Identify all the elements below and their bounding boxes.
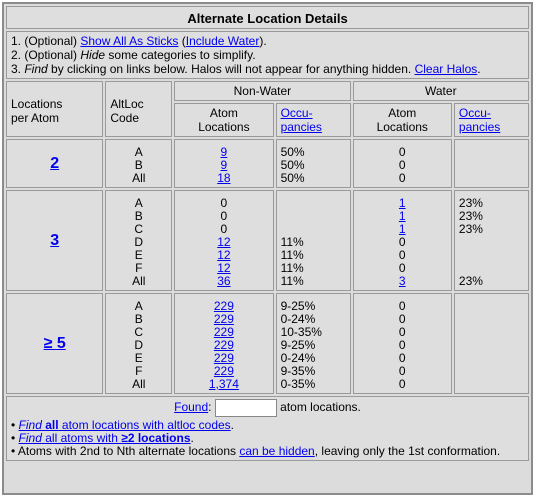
nw-occupancy: [276, 139, 351, 188]
nw-occupancy-item: [281, 210, 346, 223]
nw-atom-count: [174, 293, 273, 394]
show-all-as-sticks-link[interactable]: Show All As Sticks: [80, 34, 179, 48]
nw-occupancy-item: 11%: [280, 274, 304, 288]
include-water-link[interactable]: Include Water: [185, 34, 260, 48]
nw-atom-count-item: 0: [220, 222, 228, 236]
nw-occupancies-header[interactable]: [276, 103, 351, 137]
nw-atom-count-link[interactable]: 229: [213, 312, 234, 326]
nw-occupancy-item: 50%: [280, 145, 305, 159]
find-all-altloc-all: all: [45, 418, 59, 432]
altloc-code: [105, 293, 172, 394]
nw-atom-count-link[interactable]: 18: [217, 171, 231, 185]
nw-occupancy-item: 11%: [280, 248, 304, 262]
nw-atom-count: [174, 190, 273, 291]
clear-halos-link[interactable]: Clear Halos: [414, 62, 478, 76]
locations-count-cell[interactable]: [6, 293, 103, 394]
instruction-3-suffix: .: [477, 62, 481, 76]
w-atom-count-item[interactable]: [358, 275, 447, 288]
w-occupancy-item: [459, 365, 524, 378]
w-atom-locations-header: [353, 103, 452, 137]
instruction-2-prefix: 2. (Optional): [11, 48, 81, 62]
nw-atom-count-link[interactable]: 9: [220, 145, 228, 159]
nw-atom-count: [174, 139, 273, 188]
alternate-location-panel: [2, 2, 533, 495]
w-atom-count-item: 0: [398, 171, 406, 185]
find-all-altloc-link[interactable]: [19, 418, 231, 432]
nw-atom-count-item: 0: [220, 196, 228, 210]
instruction-1-mid: (: [178, 34, 186, 48]
w-pancies-link[interactable]: pancies: [458, 120, 501, 134]
nw-occupancy-item: 0-24%: [280, 312, 316, 326]
altloc-code-item: C: [134, 325, 144, 339]
header-per-atom: per Atom: [11, 111, 60, 125]
altloc-code-item: F: [135, 261, 143, 275]
altloc-code-item: A: [134, 196, 143, 210]
w-atom-count-item: 0: [398, 299, 406, 313]
w-atom-count: [353, 139, 452, 188]
locations-count-link[interactable]: 3: [50, 231, 60, 249]
locations-per-atom-header: [6, 81, 103, 137]
w-atom-count-item: 0: [398, 158, 406, 172]
w-occupancy-item: [459, 313, 524, 326]
nw-occupancy-item: 50%: [280, 171, 305, 185]
w-atom-count-item: 0: [398, 351, 406, 365]
nw-atom-count-item[interactable]: [179, 172, 268, 185]
altloc-code-header: [105, 81, 172, 137]
instruction-2-suffix: some categories to simplify.: [105, 48, 256, 62]
header-code: Code: [110, 111, 139, 125]
nw-atom-count-link[interactable]: 1,374: [208, 377, 239, 391]
nw-atom-count-item[interactable]: [179, 378, 268, 391]
header-atom: Atom: [209, 106, 238, 120]
w-occupancy-item: [459, 300, 524, 313]
w-atom-count: [353, 190, 452, 291]
nw-atom-locations-header: [174, 103, 273, 137]
water-header: Water: [353, 81, 529, 101]
locations-count-link[interactable]: ≥ 5: [43, 334, 66, 352]
w-occupancy: [454, 190, 529, 291]
instructions: [6, 31, 529, 79]
altloc-code-item: All: [132, 377, 146, 391]
w-occupancy-item: 23%: [458, 274, 483, 288]
nw-occupancy-item: 10-35%: [280, 325, 322, 339]
w-atom-count-item: 0: [398, 377, 406, 391]
altloc-code-item: B: [134, 209, 143, 223]
header-locations-2: Locations: [198, 120, 250, 134]
nw-occupancy-item: 50%: [280, 158, 305, 172]
nw-occupancy-item: 11%: [280, 261, 304, 275]
w-atom-count-item: 0: [398, 248, 406, 262]
instruction-2-hide: Hide: [80, 48, 106, 62]
locations-count-cell[interactable]: [6, 190, 103, 291]
nw-occupancy-item: 0-24%: [280, 351, 316, 365]
find-2-locations-find: Find: [18, 431, 42, 445]
w-atom-count-item: 0: [398, 338, 406, 352]
nw-atom-count-link[interactable]: 229: [213, 338, 234, 352]
instruction-3-find: Find: [24, 62, 48, 76]
find-all-altloc-find: Find: [18, 418, 42, 432]
w-atom-count-item: 0: [398, 312, 406, 326]
instruction-1: [11, 34, 524, 48]
instruction-3-prefix: 3.: [11, 62, 25, 76]
nw-atom-count-item[interactable]: [179, 275, 268, 288]
found-count-input[interactable]: [215, 399, 277, 417]
w-occupancy-item: [459, 159, 524, 172]
nw-atom-count-link[interactable]: 229: [213, 325, 234, 339]
altloc-code-item: E: [134, 248, 143, 262]
nw-atom-count-link[interactable]: 229: [213, 351, 234, 365]
nw-occupancy-item: 9-25%: [280, 338, 316, 352]
instruction-1-suffix: ).: [259, 34, 267, 48]
nw-occu-link[interactable]: Occu-: [280, 106, 313, 120]
w-occupancy-item: 23%: [458, 222, 483, 236]
panel-title: Alternate Location Details: [6, 6, 529, 29]
altloc-code-item: D: [134, 235, 144, 249]
altloc-code-item: B: [134, 312, 143, 326]
w-atom-count-link[interactable]: 1: [398, 222, 406, 236]
w-occupancy-item: [459, 236, 524, 249]
w-occupancy-item: [459, 352, 524, 365]
find-2-locations-link[interactable]: [19, 431, 191, 445]
altloc-code-item: E: [134, 351, 143, 365]
nw-occupancy-item: 9-35%: [280, 364, 316, 378]
nw-atom-count-item: 0: [220, 209, 228, 223]
nw-occupancy-item: 0-35%: [280, 377, 316, 391]
altloc-code: [105, 139, 172, 188]
header-atom-w: Atom: [388, 106, 417, 120]
w-occupancy-item: 23%: [458, 196, 483, 210]
w-atom-count-item: 0: [398, 364, 406, 378]
w-atom-count-item: 0: [398, 145, 406, 159]
header-locations: Locations: [11, 97, 63, 111]
w-atom-count-item: 0: [398, 325, 406, 339]
header-altloc: AltLoc: [110, 97, 144, 111]
instruction-3-mid: by clicking on links below. Halos will not appear for anything hidden.: [47, 62, 415, 76]
nw-atom-count-link[interactable]: 229: [213, 364, 234, 378]
instruction-1-prefix: 1. (Optional): [11, 34, 81, 48]
bullet-3-pre: Atoms with 2nd to Nth alternate locations: [17, 444, 240, 458]
w-atom-count-item: 0: [398, 235, 406, 249]
w-occupancy: [454, 139, 529, 188]
find-all-altloc-rest: atom locations with altloc codes: [58, 418, 231, 432]
group-row: [6, 139, 529, 188]
group-row: [6, 293, 529, 394]
nw-occupancy-item: [281, 197, 346, 210]
w-occupancy-item: [459, 249, 524, 262]
altloc-code-item: C: [134, 222, 144, 236]
w-occupancy-item: [459, 172, 524, 185]
bullet-can-be-hidden: [11, 445, 524, 458]
instruction-3: [11, 62, 524, 76]
w-atom-count-link[interactable]: 3: [398, 274, 406, 288]
can-be-hidden-link[interactable]: can be hidden: [239, 444, 315, 458]
nw-occupancy-item: 11%: [280, 235, 304, 249]
altloc-code-item: B: [134, 158, 143, 172]
nw-atom-count-link[interactable]: 12: [217, 261, 231, 275]
nw-pancies-link[interactable]: pancies: [280, 120, 322, 134]
altloc-code-item: F: [135, 364, 143, 378]
nw-atom-count-link[interactable]: 229: [213, 299, 234, 313]
found-line: [11, 399, 524, 417]
altloc-code-item: All: [132, 171, 146, 185]
w-atom-count-item: 0: [398, 261, 406, 275]
bullet-2-end: .: [190, 431, 194, 445]
altloc-code-item: A: [134, 299, 143, 313]
find-2-locations-mid: all atoms with: [41, 431, 122, 445]
nw-occupancy: [276, 293, 351, 394]
altloc-code: [105, 190, 172, 291]
group-row: [6, 190, 529, 291]
altloc-table: [4, 4, 531, 463]
nw-atom-count-link[interactable]: 36: [217, 274, 231, 288]
found-link[interactable]: Found: [174, 400, 209, 415]
find-2-locations-bold: ≥2 locations: [121, 431, 191, 445]
w-atom-count-link[interactable]: 1: [398, 209, 406, 223]
footer-section: [6, 396, 529, 461]
nw-atom-count-link[interactable]: 9: [220, 158, 228, 172]
locations-count-link[interactable]: 2: [50, 154, 60, 172]
instruction-2: [11, 48, 524, 62]
w-occupancies-header[interactable]: [454, 103, 529, 137]
w-occu-link[interactable]: Occu-: [458, 106, 491, 120]
nw-occupancy-item: 9-25%: [280, 299, 316, 313]
non-water-header: Non-Water: [174, 81, 350, 101]
nw-occupancy: [276, 190, 351, 291]
bullet-1-end: .: [230, 418, 235, 432]
w-occupancy-item: 23%: [458, 209, 483, 223]
found-colon: :: [208, 400, 212, 415]
found-suffix: atom locations.: [276, 400, 361, 415]
header-locations-w: Locations: [376, 120, 428, 134]
nw-atom-count-link[interactable]: 12: [217, 235, 231, 249]
w-occupancy-item: [459, 146, 524, 159]
w-occupancy: [454, 293, 529, 394]
altloc-code-item: A: [134, 145, 143, 159]
w-atom-count: [353, 293, 452, 394]
bullet-3-post: , leaving only the 1st conformation.: [314, 444, 501, 458]
nw-atom-count-link[interactable]: 12: [217, 248, 231, 262]
altloc-code-item: All: [132, 274, 146, 288]
w-occupancy-item: [459, 378, 524, 391]
locations-count-cell[interactable]: [6, 139, 103, 188]
w-occupancy-item: [459, 326, 524, 339]
w-occupancy-item: [459, 339, 524, 352]
altloc-code-item: D: [134, 338, 144, 352]
w-atom-count-link[interactable]: 1: [398, 196, 406, 210]
